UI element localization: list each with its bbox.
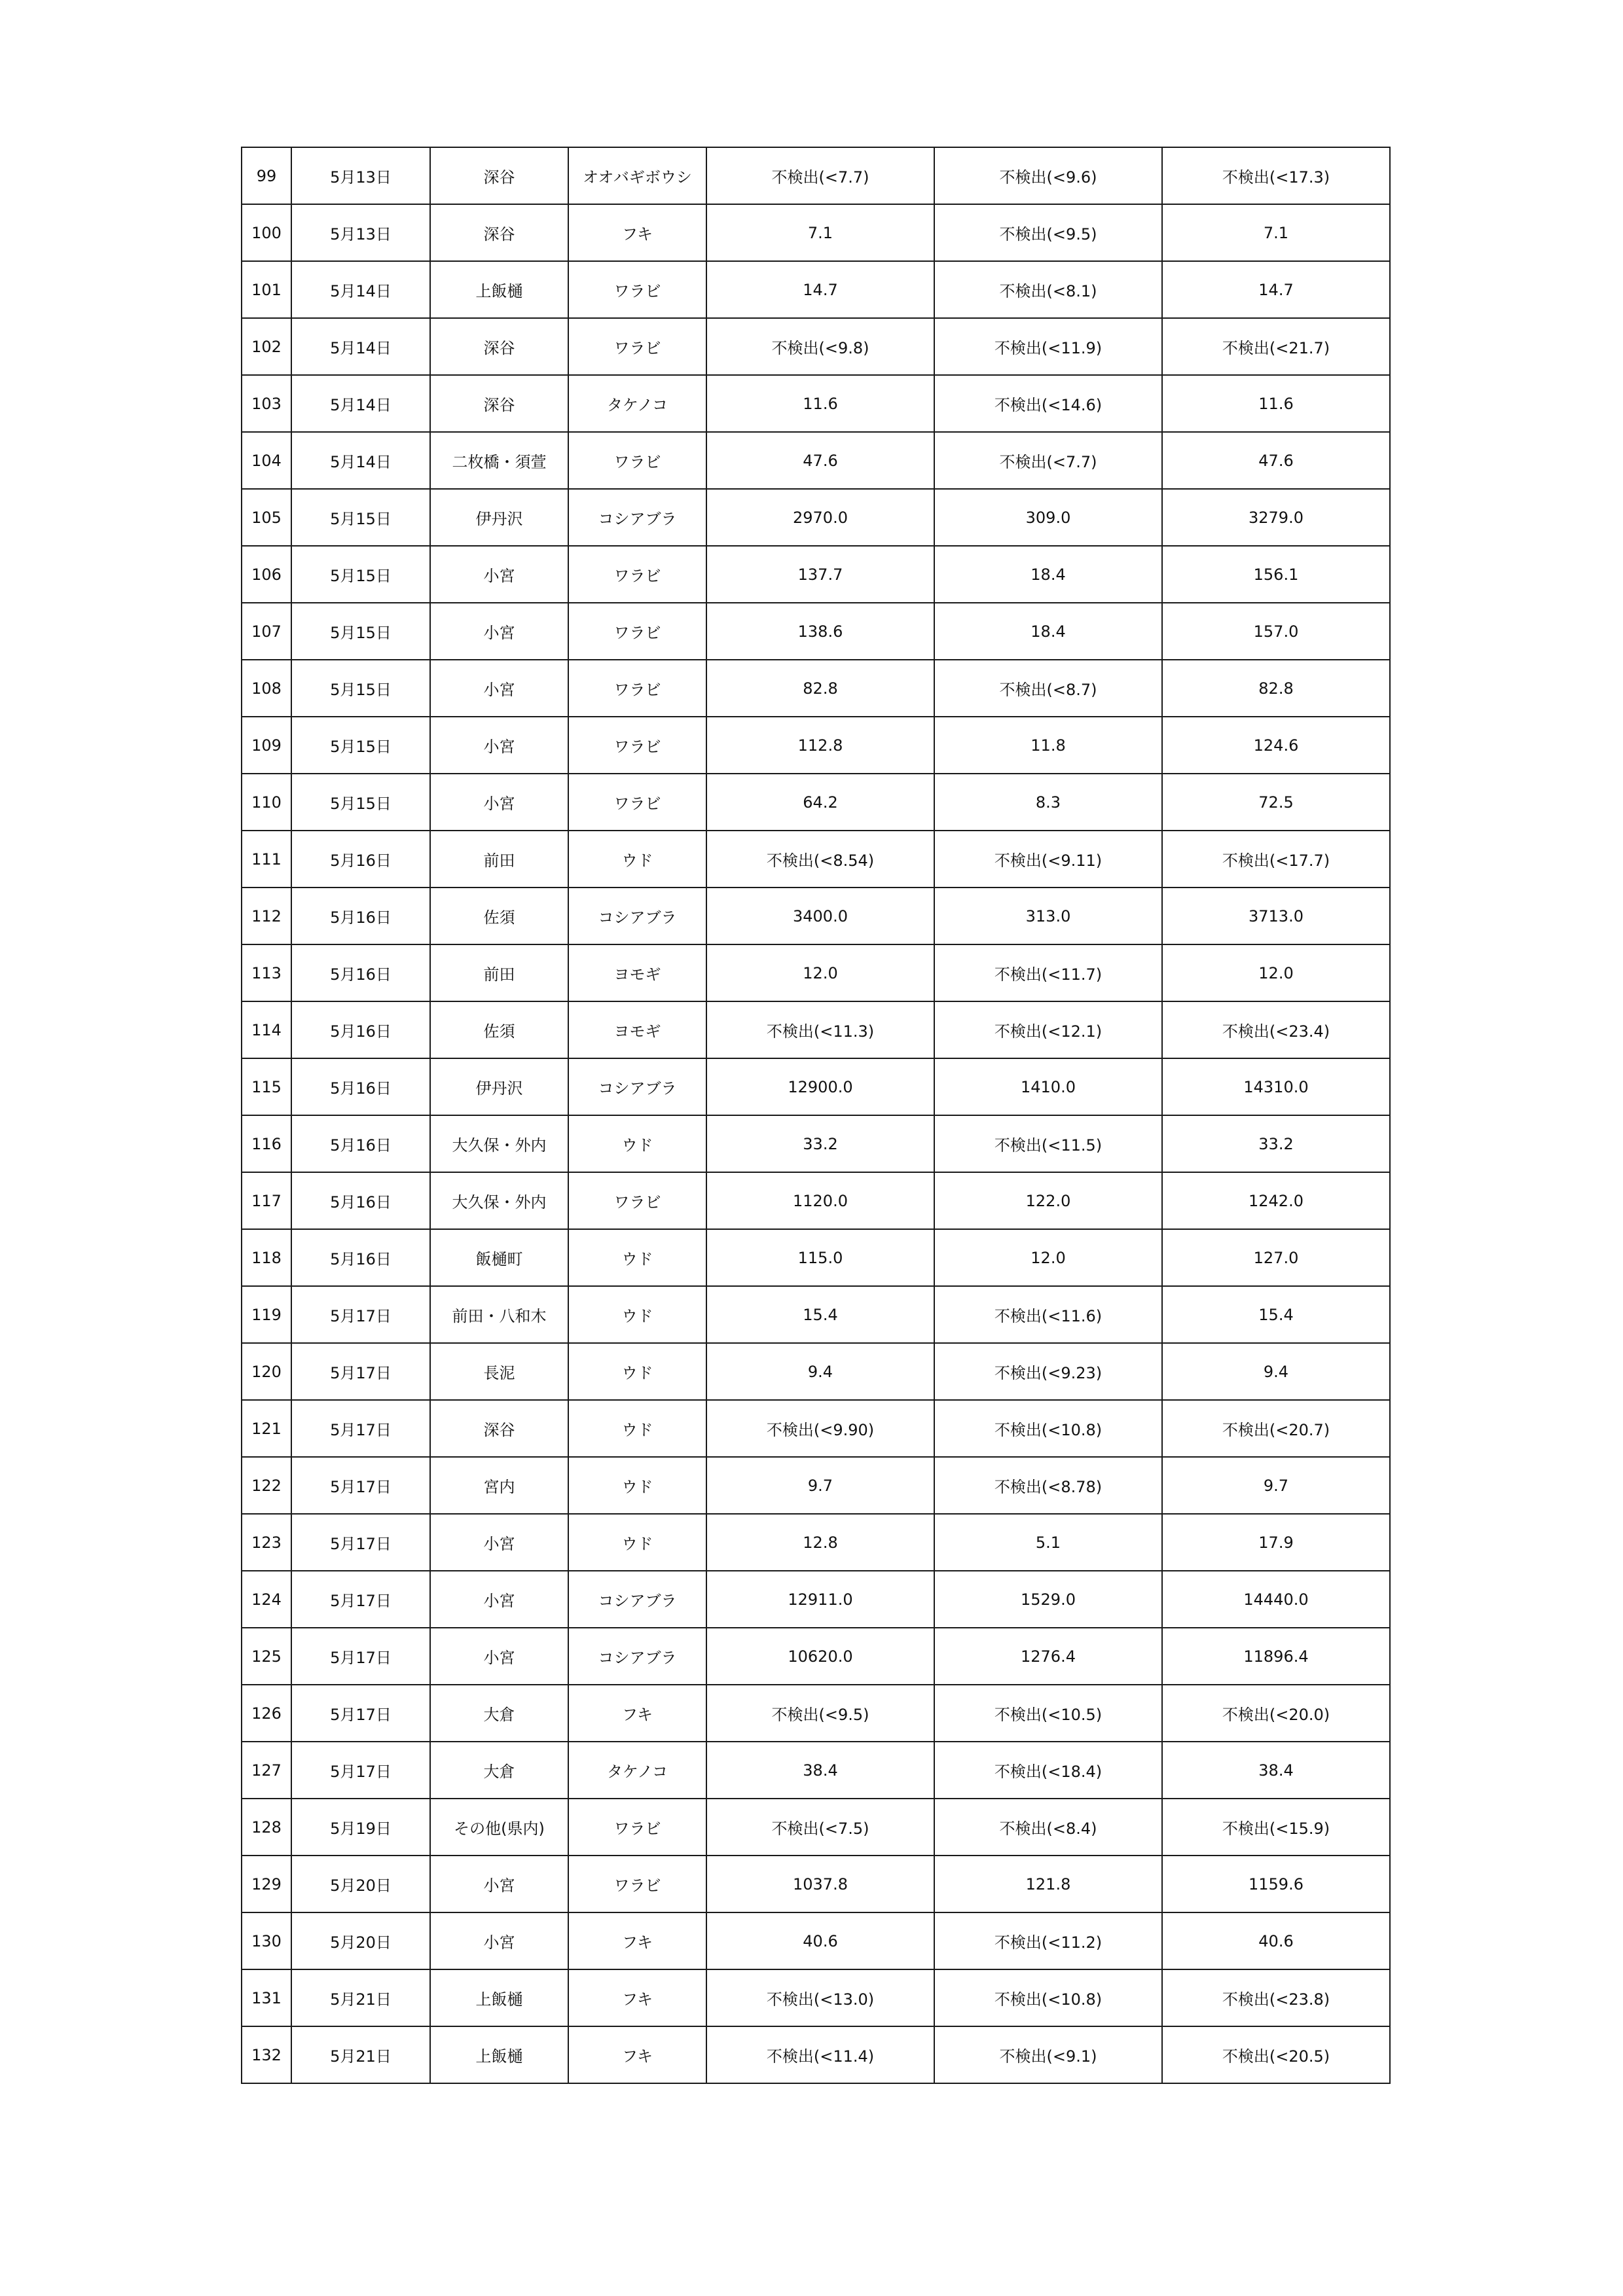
row-number-cell: 109 (242, 717, 291, 774)
location-cell: 前田 (430, 831, 568, 888)
table-row (242, 1058, 1390, 1115)
table-row (242, 831, 1390, 888)
value-2-cell: 122.0 (934, 1172, 1162, 1229)
date-cell: 5月16日 (291, 1058, 430, 1115)
date-cell: 5月16日 (291, 888, 430, 944)
date-cell: 5月16日 (291, 1172, 430, 1229)
value-1-cell: 38.4 (706, 1742, 934, 1799)
date-cell: 5月17日 (291, 1514, 430, 1571)
value-1-cell: 138.6 (706, 603, 934, 660)
value-2-cell: 不検出(<11.9) (934, 318, 1162, 375)
value-2-cell: 313.0 (934, 888, 1162, 944)
location-cell: 大久保・外内 (430, 1115, 568, 1172)
value-2-cell: 不検出(<7.7) (934, 432, 1162, 489)
row-number-cell: 99 (242, 147, 291, 204)
location-cell: 小宮 (430, 1912, 568, 1969)
value-2-cell: 121.8 (934, 1856, 1162, 1912)
table-row (242, 944, 1390, 1001)
value-1-cell: 40.6 (706, 1912, 934, 1969)
item-cell: ウド (568, 1400, 706, 1457)
row-number-cell: 117 (242, 1172, 291, 1229)
row-number-cell: 102 (242, 318, 291, 375)
value-2-cell: 不検出(<14.6) (934, 375, 1162, 432)
value-2-cell: 309.0 (934, 489, 1162, 546)
date-cell: 5月17日 (291, 1742, 430, 1799)
row-number-cell: 107 (242, 603, 291, 660)
item-cell: コシアブラ (568, 1058, 706, 1115)
date-cell: 5月15日 (291, 660, 430, 717)
date-cell: 5月20日 (291, 1856, 430, 1912)
total-value-cell: 12.0 (1162, 944, 1390, 1001)
location-cell: 佐須 (430, 888, 568, 944)
item-cell: ヨモギ (568, 944, 706, 1001)
item-cell: タケノコ (568, 1742, 706, 1799)
value-2-cell: 不検出(<10.8) (934, 1400, 1162, 1457)
table-row (242, 489, 1390, 546)
row-number-cell: 116 (242, 1115, 291, 1172)
location-cell: その他(県内) (430, 1799, 568, 1856)
row-number-cell: 113 (242, 944, 291, 1001)
location-cell: 小宮 (430, 1514, 568, 1571)
total-value-cell: 40.6 (1162, 1912, 1390, 1969)
value-1-cell: 12.8 (706, 1514, 934, 1571)
location-cell: 長泥 (430, 1343, 568, 1400)
location-cell: 小宮 (430, 774, 568, 831)
date-cell: 5月15日 (291, 546, 430, 603)
item-cell: ワラビ (568, 1172, 706, 1229)
value-2-cell: 8.3 (934, 774, 1162, 831)
location-cell: 小宮 (430, 1628, 568, 1685)
value-2-cell: 不検出(<11.5) (934, 1115, 1162, 1172)
item-cell: コシアブラ (568, 1571, 706, 1628)
table-row (242, 1514, 1390, 1571)
value-1-cell: 1120.0 (706, 1172, 934, 1229)
value-1-cell: 不検出(<11.4) (706, 2026, 934, 2083)
table-row (242, 432, 1390, 489)
total-value-cell: 15.4 (1162, 1286, 1390, 1343)
table-row (242, 1969, 1390, 2026)
table-row (242, 1172, 1390, 1229)
value-2-cell: 不検出(<8.4) (934, 1799, 1162, 1856)
value-1-cell: 2970.0 (706, 489, 934, 546)
total-value-cell: 不検出(<17.3) (1162, 147, 1390, 204)
value-2-cell: 1410.0 (934, 1058, 1162, 1115)
location-cell: 小宮 (430, 603, 568, 660)
row-number-cell: 127 (242, 1742, 291, 1799)
date-cell: 5月17日 (291, 1343, 430, 1400)
total-value-cell: 7.1 (1162, 204, 1390, 261)
date-cell: 5月16日 (291, 1229, 430, 1286)
item-cell: ウド (568, 1457, 706, 1514)
value-1-cell: 82.8 (706, 660, 934, 717)
location-cell: 深谷 (430, 204, 568, 261)
row-number-cell: 123 (242, 1514, 291, 1571)
value-1-cell: 7.1 (706, 204, 934, 261)
location-cell: 佐須 (430, 1001, 568, 1058)
table-row (242, 261, 1390, 318)
total-value-cell: 47.6 (1162, 432, 1390, 489)
date-cell: 5月13日 (291, 147, 430, 204)
location-cell: 小宮 (430, 1856, 568, 1912)
value-2-cell: 不検出(<8.78) (934, 1457, 1162, 1514)
item-cell: ワラビ (568, 261, 706, 318)
table-row (242, 1457, 1390, 1514)
row-number-cell: 112 (242, 888, 291, 944)
date-cell: 5月15日 (291, 603, 430, 660)
value-1-cell: 14.7 (706, 261, 934, 318)
date-cell: 5月17日 (291, 1457, 430, 1514)
location-cell: 前田・八和木 (430, 1286, 568, 1343)
row-number-cell: 105 (242, 489, 291, 546)
table-body (242, 147, 1390, 2083)
item-cell: フキ (568, 2026, 706, 2083)
item-cell: ウド (568, 1115, 706, 1172)
total-value-cell: 3713.0 (1162, 888, 1390, 944)
table-row (242, 1286, 1390, 1343)
value-1-cell: 112.8 (706, 717, 934, 774)
value-1-cell: 12900.0 (706, 1058, 934, 1115)
date-cell: 5月14日 (291, 261, 430, 318)
total-value-cell: 156.1 (1162, 546, 1390, 603)
table-row (242, 1229, 1390, 1286)
item-cell: ウド (568, 1514, 706, 1571)
total-value-cell: 82.8 (1162, 660, 1390, 717)
item-cell: フキ (568, 1912, 706, 1969)
date-cell: 5月17日 (291, 1286, 430, 1343)
value-2-cell: 不検出(<9.5) (934, 204, 1162, 261)
value-2-cell: 12.0 (934, 1229, 1162, 1286)
row-number-cell: 126 (242, 1685, 291, 1742)
date-cell: 5月20日 (291, 1912, 430, 1969)
location-cell: 深谷 (430, 318, 568, 375)
total-value-cell: 不検出(<23.4) (1162, 1001, 1390, 1058)
value-1-cell: 11.6 (706, 375, 934, 432)
table-row (242, 888, 1390, 944)
value-1-cell: 33.2 (706, 1115, 934, 1172)
table-row (242, 546, 1390, 603)
date-cell: 5月15日 (291, 489, 430, 546)
date-cell: 5月19日 (291, 1799, 430, 1856)
date-cell: 5月16日 (291, 1001, 430, 1058)
row-number-cell: 114 (242, 1001, 291, 1058)
value-1-cell: 不検出(<9.8) (706, 318, 934, 375)
location-cell: 深谷 (430, 147, 568, 204)
row-number-cell: 120 (242, 1343, 291, 1400)
item-cell: ワラビ (568, 1799, 706, 1856)
item-cell: コシアブラ (568, 489, 706, 546)
item-cell: ワラビ (568, 432, 706, 489)
total-value-cell: 不検出(<15.9) (1162, 1799, 1390, 1856)
value-1-cell: 12911.0 (706, 1571, 934, 1628)
value-2-cell: 不検出(<10.8) (934, 1969, 1162, 2026)
date-cell: 5月15日 (291, 774, 430, 831)
date-cell: 5月14日 (291, 318, 430, 375)
total-value-cell: 11.6 (1162, 375, 1390, 432)
table-row (242, 1571, 1390, 1628)
item-cell: ワラビ (568, 546, 706, 603)
value-2-cell: 不検出(<9.11) (934, 831, 1162, 888)
item-cell: ヨモギ (568, 1001, 706, 1058)
location-cell: 深谷 (430, 1400, 568, 1457)
table-row (242, 2026, 1390, 2083)
row-number-cell: 132 (242, 2026, 291, 2083)
location-cell: 小宮 (430, 660, 568, 717)
row-number-cell: 104 (242, 432, 291, 489)
date-cell: 5月21日 (291, 2026, 430, 2083)
row-number-cell: 110 (242, 774, 291, 831)
total-value-cell: 不検出(<20.0) (1162, 1685, 1390, 1742)
item-cell: ワラビ (568, 1856, 706, 1912)
location-cell: 伊丹沢 (430, 489, 568, 546)
item-cell: ウド (568, 1343, 706, 1400)
value-2-cell: 不検出(<12.1) (934, 1001, 1162, 1058)
row-number-cell: 131 (242, 1969, 291, 2026)
total-value-cell: 9.4 (1162, 1343, 1390, 1400)
total-value-cell: 14310.0 (1162, 1058, 1390, 1115)
date-cell: 5月17日 (291, 1400, 430, 1457)
total-value-cell: 不検出(<20.7) (1162, 1400, 1390, 1457)
value-2-cell: 不検出(<8.7) (934, 660, 1162, 717)
total-value-cell: 127.0 (1162, 1229, 1390, 1286)
value-2-cell: 不検出(<9.23) (934, 1343, 1162, 1400)
location-cell: 伊丹沢 (430, 1058, 568, 1115)
row-number-cell: 119 (242, 1286, 291, 1343)
row-number-cell: 111 (242, 831, 291, 888)
total-value-cell: 72.5 (1162, 774, 1390, 831)
value-2-cell: 1276.4 (934, 1628, 1162, 1685)
table-row (242, 147, 1390, 204)
location-cell: 上飯樋 (430, 1969, 568, 2026)
table-row (242, 1742, 1390, 1799)
date-cell: 5月16日 (291, 1115, 430, 1172)
row-number-cell: 128 (242, 1799, 291, 1856)
item-cell: タケノコ (568, 375, 706, 432)
item-cell: ウド (568, 831, 706, 888)
date-cell: 5月17日 (291, 1628, 430, 1685)
row-number-cell: 124 (242, 1571, 291, 1628)
value-1-cell: 不検出(<13.0) (706, 1969, 934, 2026)
date-cell: 5月17日 (291, 1685, 430, 1742)
row-number-cell: 115 (242, 1058, 291, 1115)
value-1-cell: 不検出(<7.7) (706, 147, 934, 204)
location-cell: 深谷 (430, 375, 568, 432)
item-cell: フキ (568, 1969, 706, 2026)
table-row (242, 1799, 1390, 1856)
location-cell: 大久保・外内 (430, 1172, 568, 1229)
table-row (242, 603, 1390, 660)
row-number-cell: 122 (242, 1457, 291, 1514)
table-row (242, 204, 1390, 261)
value-1-cell: 12.0 (706, 944, 934, 1001)
item-cell: ウド (568, 1229, 706, 1286)
item-cell: ウド (568, 1286, 706, 1343)
location-cell: 前田 (430, 944, 568, 1001)
table-row (242, 1628, 1390, 1685)
item-cell: ワラビ (568, 774, 706, 831)
table-row (242, 774, 1390, 831)
item-cell: ワラビ (568, 603, 706, 660)
value-1-cell: 137.7 (706, 546, 934, 603)
value-2-cell: 不検出(<10.5) (934, 1685, 1162, 1742)
item-cell: ワラビ (568, 318, 706, 375)
location-cell: 上飯樋 (430, 261, 568, 318)
table-row (242, 1001, 1390, 1058)
table-row (242, 1400, 1390, 1457)
row-number-cell: 103 (242, 375, 291, 432)
total-value-cell: 33.2 (1162, 1115, 1390, 1172)
value-2-cell: 不検出(<11.7) (934, 944, 1162, 1001)
date-cell: 5月16日 (291, 831, 430, 888)
value-1-cell: 64.2 (706, 774, 934, 831)
value-2-cell: 不検出(<18.4) (934, 1742, 1162, 1799)
value-1-cell: 3400.0 (706, 888, 934, 944)
value-1-cell: 9.4 (706, 1343, 934, 1400)
location-cell: 飯樋町 (430, 1229, 568, 1286)
location-cell: 大倉 (430, 1742, 568, 1799)
item-cell: フキ (568, 204, 706, 261)
value-1-cell: 不検出(<9.90) (706, 1400, 934, 1457)
item-cell: コシアブラ (568, 888, 706, 944)
value-2-cell: 不検出(<9.6) (934, 147, 1162, 204)
total-value-cell: 不検出(<21.7) (1162, 318, 1390, 375)
row-number-cell: 108 (242, 660, 291, 717)
value-2-cell: 18.4 (934, 603, 1162, 660)
value-1-cell: 不検出(<8.54) (706, 831, 934, 888)
value-1-cell: 9.7 (706, 1457, 934, 1514)
value-2-cell: 不検出(<11.6) (934, 1286, 1162, 1343)
row-number-cell: 129 (242, 1856, 291, 1912)
date-cell: 5月21日 (291, 1969, 430, 2026)
location-cell: 小宮 (430, 717, 568, 774)
value-2-cell: 5.1 (934, 1514, 1162, 1571)
location-cell: 宮内 (430, 1457, 568, 1514)
date-cell: 5月14日 (291, 375, 430, 432)
value-1-cell: 不検出(<7.5) (706, 1799, 934, 1856)
total-value-cell: 不検出(<20.5) (1162, 2026, 1390, 2083)
value-1-cell: 不検出(<9.5) (706, 1685, 934, 1742)
total-value-cell: 9.7 (1162, 1457, 1390, 1514)
value-2-cell: 1529.0 (934, 1571, 1162, 1628)
table-row (242, 318, 1390, 375)
location-cell: 小宮 (430, 1571, 568, 1628)
value-1-cell: 1037.8 (706, 1856, 934, 1912)
date-cell: 5月14日 (291, 432, 430, 489)
table-row (242, 1685, 1390, 1742)
row-number-cell: 130 (242, 1912, 291, 1969)
total-value-cell: 14440.0 (1162, 1571, 1390, 1628)
value-2-cell: 不検出(<8.1) (934, 261, 1162, 318)
value-1-cell: 115.0 (706, 1229, 934, 1286)
value-2-cell: 11.8 (934, 717, 1162, 774)
row-number-cell: 125 (242, 1628, 291, 1685)
total-value-cell: 14.7 (1162, 261, 1390, 318)
row-number-cell: 101 (242, 261, 291, 318)
total-value-cell: 1242.0 (1162, 1172, 1390, 1229)
location-cell: 二枚橋・須萱 (430, 432, 568, 489)
item-cell: オオバギボウシ (568, 147, 706, 204)
table-row (242, 1856, 1390, 1912)
value-1-cell: 10620.0 (706, 1628, 934, 1685)
table-row (242, 1115, 1390, 1172)
row-number-cell: 100 (242, 204, 291, 261)
location-cell: 上飯樋 (430, 2026, 568, 2083)
total-value-cell: 不検出(<17.7) (1162, 831, 1390, 888)
date-cell: 5月15日 (291, 717, 430, 774)
item-cell: ワラビ (568, 660, 706, 717)
table-row (242, 1343, 1390, 1400)
value-2-cell: 不検出(<9.1) (934, 2026, 1162, 2083)
row-number-cell: 106 (242, 546, 291, 603)
total-value-cell: 38.4 (1162, 1742, 1390, 1799)
row-number-cell: 121 (242, 1400, 291, 1457)
location-cell: 大倉 (430, 1685, 568, 1742)
total-value-cell: 17.9 (1162, 1514, 1390, 1571)
date-cell: 5月13日 (291, 204, 430, 261)
item-cell: フキ (568, 1685, 706, 1742)
value-2-cell: 18.4 (934, 546, 1162, 603)
table-row (242, 1912, 1390, 1969)
total-value-cell: 不検出(<23.8) (1162, 1969, 1390, 2026)
value-2-cell: 不検出(<11.2) (934, 1912, 1162, 1969)
results-table (241, 147, 1391, 2084)
total-value-cell: 157.0 (1162, 603, 1390, 660)
table-row (242, 660, 1390, 717)
table-row (242, 375, 1390, 432)
total-value-cell: 3279.0 (1162, 489, 1390, 546)
table-row (242, 717, 1390, 774)
value-1-cell: 不検出(<11.3) (706, 1001, 934, 1058)
location-cell: 小宮 (430, 546, 568, 603)
row-number-cell: 118 (242, 1229, 291, 1286)
value-1-cell: 15.4 (706, 1286, 934, 1343)
total-value-cell: 11896.4 (1162, 1628, 1390, 1685)
date-cell: 5月16日 (291, 944, 430, 1001)
total-value-cell: 124.6 (1162, 717, 1390, 774)
total-value-cell: 1159.6 (1162, 1856, 1390, 1912)
item-cell: コシアブラ (568, 1628, 706, 1685)
value-1-cell: 47.6 (706, 432, 934, 489)
date-cell: 5月17日 (291, 1571, 430, 1628)
item-cell: ワラビ (568, 717, 706, 774)
